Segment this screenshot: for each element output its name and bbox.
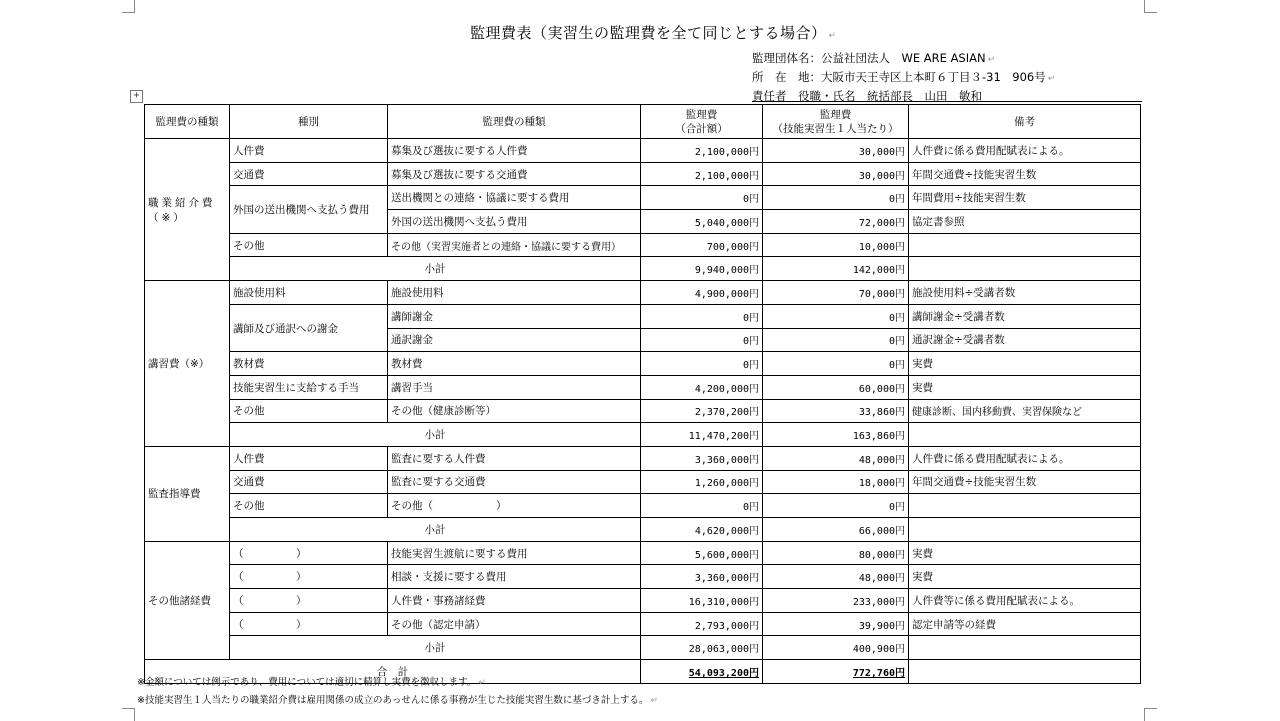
subtotal-row [145,636,1141,660]
table-row [145,233,1141,257]
table-row [145,541,1141,565]
table-row [145,399,1141,423]
subtotal-label[interactable]: 小計 [230,257,641,281]
total-cell[interactable]: 0円 [641,352,763,376]
remarks-cell[interactable]: 実費 [909,352,1141,376]
footnote-amounts[interactable]: ※金額については例示であり、費用については適切に精算し実費を徴収します。 ↵ [137,677,486,688]
subtotal-per-trainee[interactable]: 400,900円 [763,636,909,660]
type-cell[interactable]: 交通費 [230,162,388,186]
grand-total-amount[interactable]: 54,093,200円 [641,660,763,684]
org-underline [752,101,1142,102]
per-trainee-cell[interactable]: 0円 [763,352,909,376]
total-cell[interactable]: 0円 [641,328,763,352]
type-cell[interactable]: 施設使用料 [230,281,388,305]
per-trainee-cell[interactable]: 0円 [763,328,909,352]
subtotal-row [145,257,1141,281]
kind-cell[interactable]: その他（認定申請） [388,612,641,636]
header-type[interactable]: 種別 [230,105,388,139]
type-cell[interactable]: 交通費 [230,470,388,494]
per-trainee-cell[interactable]: 10,000円 [763,233,909,257]
crop-mark-bottom-left [122,708,135,721]
per-trainee-cell[interactable]: 33,860円 [763,399,909,423]
kind-cell[interactable]: その他（実習実施者との連絡・協議に要する費用） [388,233,641,257]
per-trainee-cell[interactable]: 39,900円 [763,612,909,636]
total-cell[interactable]: 0円 [641,494,763,518]
per-trainee-cell[interactable]: 80,000円 [763,541,909,565]
kind-cell[interactable]: 募集及び選抜に要する交通費 [388,162,641,186]
header-remarks[interactable]: 備考 [909,105,1141,139]
table-row [145,565,1141,589]
kind-cell[interactable]: 施設使用料 [388,281,641,305]
category-cell[interactable]: 監査指導費 [145,446,230,541]
remarks-cell[interactable]: 年間費用÷技能実習生数 [909,186,1141,210]
remarks-cell[interactable] [909,257,1141,281]
total-cell[interactable]: 2,793,000円 [641,612,763,636]
subtotal-row [145,518,1141,542]
subtotal-label[interactable]: 小計 [230,636,641,660]
subtotal-per-trainee[interactable]: 163,860円 [763,423,909,447]
table-header-row [145,105,1141,139]
subtotal-total[interactable]: 28,063,000円 [641,636,763,660]
total-cell[interactable]: 2,100,000円 [641,139,763,163]
table-row [145,446,1141,470]
per-trainee-cell[interactable]: 0円 [763,494,909,518]
remarks-cell[interactable] [909,233,1141,257]
remarks-cell[interactable]: 協定書参照 [909,210,1141,234]
category-cell[interactable]: 職業紹介費 （※） [145,139,230,281]
subtotal-row [145,423,1141,447]
table-row [145,589,1141,613]
table-move-handle-icon[interactable]: + [130,90,143,103]
total-cell[interactable]: 16,310,000円 [641,589,763,613]
kind-cell[interactable]: その他（健康診断等） [388,399,641,423]
remarks-cell[interactable]: 実費 [909,541,1141,565]
kind-cell[interactable]: 教材費 [388,352,641,376]
subtotal-label[interactable]: 小計 [230,518,641,542]
type-cell[interactable]: 人件費 [230,139,388,163]
kind-cell[interactable]: 監査に要する交通費 [388,470,641,494]
remarks-cell[interactable]: 実費 [909,375,1141,399]
total-cell[interactable]: 0円 [641,186,763,210]
total-cell[interactable]: 3,360,000円 [641,565,763,589]
table-row [145,352,1141,376]
per-trainee-cell[interactable]: 48,000円 [763,565,909,589]
remarks-cell[interactable] [909,423,1141,447]
total-cell[interactable]: 4,200,000円 [641,375,763,399]
subtotal-per-trainee[interactable]: 66,000円 [763,518,909,542]
remarks-cell[interactable]: 講師謝金÷受講者数 [909,304,1141,328]
table-row [145,470,1141,494]
type-cell[interactable]: 講師及び通訳への謝金 [230,304,388,351]
total-cell[interactable]: 2,370,200円 [641,399,763,423]
kind-cell[interactable]: 募集及び選抜に要する人件費 [388,139,641,163]
org-address-line[interactable]: 所 在 地：大阪市天王寺区上本町６丁目３-31 906号 ↵ [752,70,1056,84]
table-row [145,281,1141,305]
total-cell[interactable]: 4,900,000円 [641,281,763,305]
total-cell[interactable]: 0円 [641,304,763,328]
header-fee-category[interactable]: 監理費の種類 [145,105,230,139]
per-trainee-cell[interactable]: 18,000円 [763,470,909,494]
remarks-cell[interactable] [909,494,1141,518]
type-cell[interactable]: 外国の送出機関へ支払う費用 [230,186,388,233]
footnote-placement-fee[interactable]: ※技能実習生１人当たりの職業紹介費は雇用関係の成立のあっせんに係る事務が生じた技能実習生数に基づき計上する。 ↵ [137,695,658,706]
type-cell[interactable]: （ ） [230,541,388,565]
remarks-cell[interactable]: 実費 [909,565,1141,589]
total-cell[interactable]: 700,000円 [641,233,763,257]
table-row [145,494,1141,518]
type-cell[interactable]: （ ） [230,565,388,589]
table-row [145,304,1141,328]
remarks-cell[interactable]: 年間交通費÷技能実習生数 [909,470,1141,494]
category-cell[interactable]: その他諸経費 [145,541,230,659]
type-cell[interactable]: その他 [230,399,388,423]
header-per-trainee[interactable]: 監理費 （技能実習生１人当たり） [763,105,909,139]
remarks-cell[interactable]: 人件費等に係る費用配賦表による。 [909,589,1141,613]
type-cell[interactable]: 人件費 [230,446,388,470]
kind-cell[interactable]: 技能実習生渡航に要する費用 [388,541,641,565]
kind-cell[interactable]: 講習手当 [388,375,641,399]
kind-cell[interactable]: 講師謝金 [388,304,641,328]
header-fee-kind[interactable]: 監理費の種類 [388,105,641,139]
type-cell[interactable]: その他 [230,233,388,257]
grand-total-per-trainee[interactable]: 772,760円 [763,660,909,684]
remarks-cell[interactable]: 認定申請等の経費 [909,612,1141,636]
per-trainee-cell[interactable]: 0円 [763,186,909,210]
crop-mark-top-left [122,0,135,13]
crop-mark-top-right [1144,0,1157,13]
total-cell[interactable]: 2,100,000円 [641,162,763,186]
remarks-cell[interactable] [909,636,1141,660]
per-trainee-cell[interactable]: 48,000円 [763,446,909,470]
total-cell[interactable]: 5,040,000円 [641,210,763,234]
table-row [145,186,1141,210]
per-trainee-cell[interactable]: 233,000円 [763,589,909,613]
type-cell[interactable]: 技能実習生に支給する手当 [230,375,388,399]
document-title[interactable]: 監理費表（実習生の監理費を全て同じとする場合） ↵ [470,24,837,42]
subtotal-per-trainee[interactable]: 142,000円 [763,257,909,281]
org-manager-line[interactable]: 責任者 役職・氏名 統括部長 山田 敏和 [752,89,982,103]
remarks-cell[interactable] [909,518,1141,542]
category-cell[interactable]: 講習費（※） [145,281,230,447]
header-total[interactable]: 監理費 （合計額） [641,105,763,139]
kind-cell[interactable]: 人件費・事務諸経費 [388,589,641,613]
remarks-cell[interactable]: 人件費に係る費用配賦表による。 [909,139,1141,163]
kind-cell[interactable]: 外国の送出機関へ支払う費用 [388,210,641,234]
per-trainee-cell[interactable]: 70,000円 [763,281,909,305]
type-cell[interactable]: （ ） [230,589,388,613]
per-trainee-cell[interactable]: 60,000円 [763,375,909,399]
table-row [145,612,1141,636]
kind-cell[interactable]: 送出機関との連絡・協議に要する費用 [388,186,641,210]
grand-total-label[interactable]: 合 計 [145,660,641,684]
per-trainee-cell[interactable]: 30,000円 [763,139,909,163]
per-trainee-cell[interactable]: 30,000円 [763,162,909,186]
kind-cell[interactable]: その他（ ） [388,494,641,518]
remarks-cell[interactable]: 通訳謝金÷受講者数 [909,328,1141,352]
total-cell[interactable]: 1,260,000円 [641,470,763,494]
subtotal-total[interactable]: 9,940,000円 [641,257,763,281]
kind-cell[interactable]: 通訳謝金 [388,328,641,352]
remarks-cell[interactable] [909,660,1141,684]
table-row [145,375,1141,399]
fee-table [144,104,1141,684]
subtotal-total[interactable]: 4,620,000円 [641,518,763,542]
table-row [145,139,1141,163]
kind-cell[interactable]: 相談・支援に要する費用 [388,565,641,589]
type-cell[interactable]: （ ） [230,612,388,636]
remarks-cell[interactable]: 人件費に係る費用配賦表による。 [909,446,1141,470]
org-name-line[interactable]: 監理団体名：公益社団法人 WE ARE ASIAN ↵ [752,51,996,65]
remarks-cell[interactable]: 年間交通費÷技能実習生数 [909,162,1141,186]
per-trainee-cell[interactable]: 72,000円 [763,210,909,234]
remarks-cell[interactable]: 健康診断、国内移動費、実習保険など [909,399,1141,423]
type-cell[interactable]: その他 [230,494,388,518]
subtotal-total[interactable]: 11,470,200円 [641,423,763,447]
crop-mark-bottom-right [1144,708,1157,721]
total-cell[interactable]: 5,600,000円 [641,541,763,565]
table-row [145,162,1141,186]
per-trainee-cell[interactable]: 0円 [763,304,909,328]
subtotal-label[interactable]: 小計 [230,423,641,447]
kind-cell[interactable]: 監査に要する人件費 [388,446,641,470]
total-cell[interactable]: 3,360,000円 [641,446,763,470]
type-cell[interactable]: 教材費 [230,352,388,376]
remarks-cell[interactable]: 施設使用料÷受講者数 [909,281,1141,305]
